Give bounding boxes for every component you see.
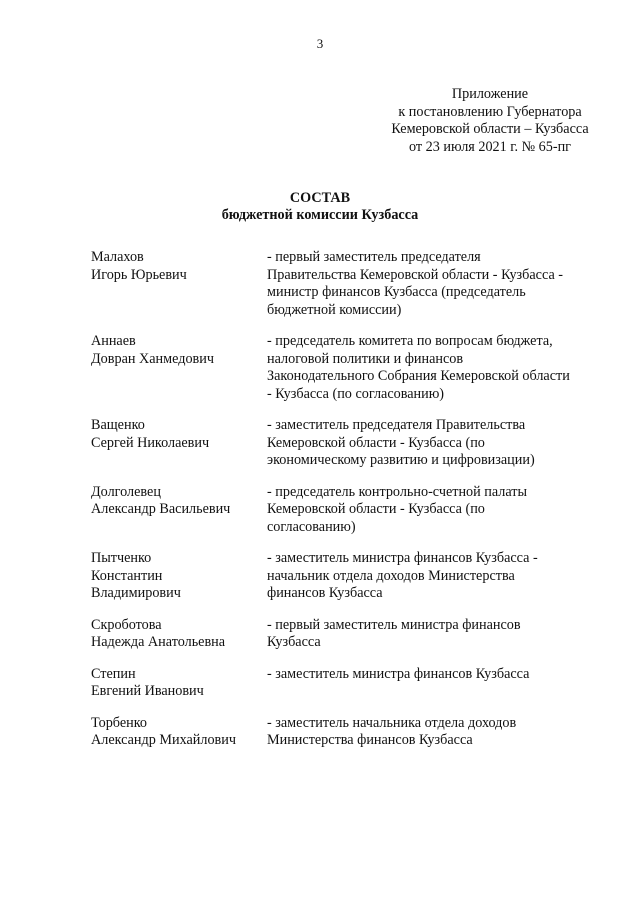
member-row [91, 617, 611, 652]
member-position: - председатель контрольно-счетной палаты Кемеровской области - Кузбасса (по согласованию) [267, 483, 528, 535]
document-title [0, 190, 640, 224]
appendix-line: Приложение [451, 86, 529, 102]
member-name: Малахов Игорь Юрьевич [91, 249, 187, 283]
member-position: - заместитель министра финансов Кузбасса [267, 665, 530, 682]
member-row [91, 484, 611, 537]
member-row [91, 333, 611, 403]
appendix-header [360, 86, 620, 156]
appendix-line: Кемеровской области – Кузбасса [391, 121, 589, 137]
member-row [91, 666, 611, 701]
member-name: Степин Евгений Иванович [91, 665, 204, 699]
member-position: - председатель комитета по вопросам бюджета, налоговой политики и финансов Законодательного Собрания Кемеровской области - Кузбасса (по согласованию) [267, 333, 570, 402]
page-number: 3 [316, 36, 324, 51]
member-position: - первый заместитель министра финансов Кузбасса [267, 616, 521, 650]
member-position: - первый заместитель председателя Правительства Кемеровской области - Кузбасса - министр финансов Кузбасса (председатель бюджетной комиссии) [267, 249, 564, 318]
member-name: Пытченко Константин Владимирович [91, 550, 181, 601]
member-name: Долголевец Александр Васильевич [91, 483, 231, 517]
member-row [91, 417, 611, 470]
member-position: - заместитель министра финансов Кузбасса - начальник отдела доходов Министерства финансов Кузбасса [267, 550, 538, 601]
member-name: Аннаев Довран Ханмедович [91, 333, 214, 367]
appendix-line: к постановлению Губернатора [398, 103, 582, 120]
member-name: Торбенко Александр Михайлович [91, 714, 236, 748]
title-subheading: бюджетной комиссии Кузбасса [221, 207, 419, 223]
member-row [91, 715, 611, 750]
member-name: Ващенко Сергей Николаевич [91, 417, 210, 451]
member-row [91, 249, 611, 319]
member-position: - заместитель начальника отдела доходов Министерства финансов Кузбасса [267, 714, 517, 748]
member-name: Скроботова Надежда Анатольевна [91, 616, 226, 650]
member-position: - заместитель председателя Правительства Кемеровской области - Кузбасса (по экономическому развитию и цифровизации) [267, 417, 535, 468]
member-list [91, 249, 611, 764]
appendix-line: от 23 июля 2021 г. № 65-пг [408, 138, 572, 155]
title-heading: СОСТАВ [289, 190, 351, 206]
member-row [91, 550, 611, 603]
